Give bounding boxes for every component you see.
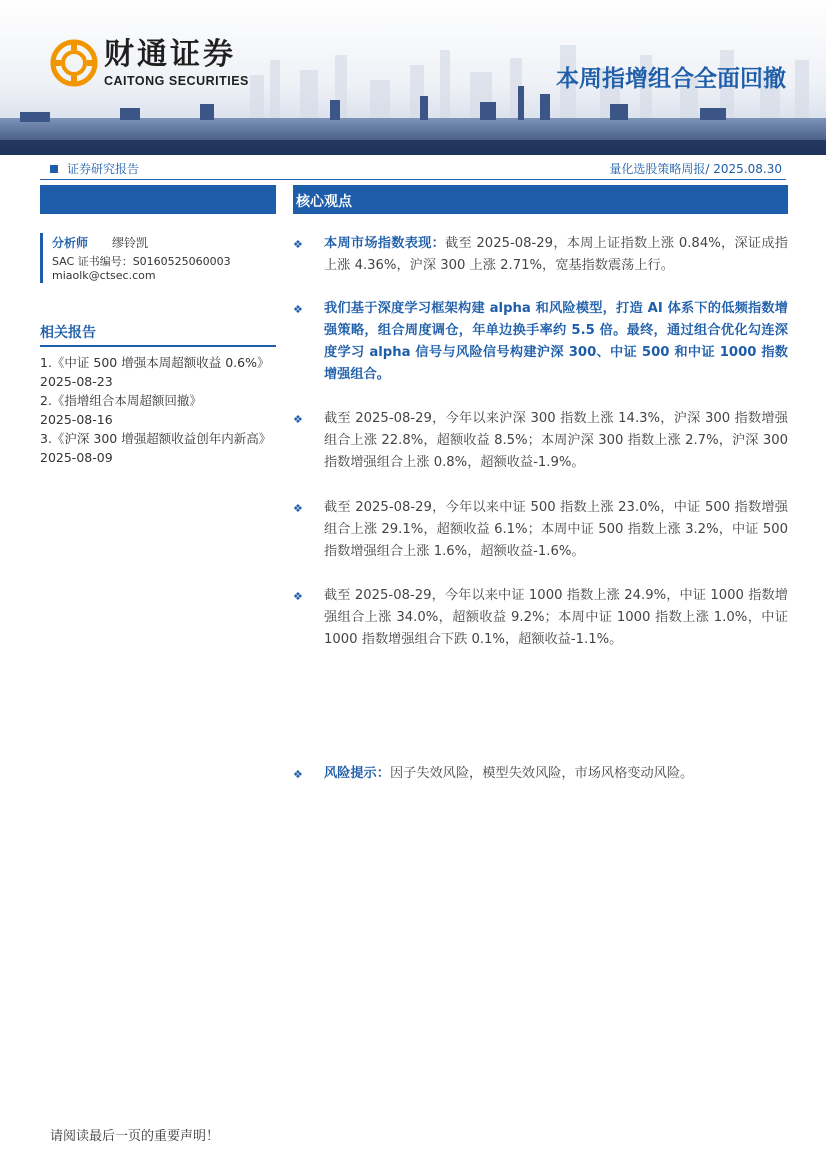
related-reports-list xyxy=(40,353,276,467)
related-reports-title: 相关报告 xyxy=(40,322,276,347)
bullet-zz1000 xyxy=(293,585,788,651)
bullet-hs300 xyxy=(293,408,788,474)
analyst-role: 分析师 xyxy=(52,236,89,250)
bullet-risk-warning xyxy=(293,763,788,785)
bullet-text: 截至 2025-08-29，今年以来中证 500 指数上涨 23.0%，中证 500 指数增强组合上涨 29.1%，超额收益 6.1%；本周中证 500 指数上涨 3.2%，中证 500 指数增强组合上涨 1.6%，超额收益-1.6%。 xyxy=(324,500,788,559)
related-report-title[interactable]: 3.《沪深 300 增强超额收益创年内新高》 xyxy=(40,431,272,446)
bullet-heading: 本周市场指数表现： xyxy=(324,236,446,251)
report-type-label: 证券研究报告 xyxy=(67,162,140,176)
analyst-info xyxy=(40,233,279,283)
bullet-text: 截至 2025-08-29，今年以来沪深 300 指数上涨 14.3%，沪深 300 指数增强组合上涨 22.8%，超额收益 8.5%；本周沪深 300 指数上涨 2.7%，沪深 300 指数增强组合上涨 0.8%，超额收益-1.9%。 xyxy=(324,411,788,470)
related-report-date: 2025-08-16 xyxy=(40,412,113,427)
header-banner xyxy=(0,0,826,155)
diamond-bullet-icon: ❖ xyxy=(293,590,303,603)
page-title: 本周指增组合全面回撤 xyxy=(556,66,786,92)
bullet-zz500 xyxy=(293,497,788,563)
related-report-date: 2025-08-23 xyxy=(40,374,113,389)
related-report-title[interactable]: 1.《中证 500 增强本周超额收益 0.6%》 xyxy=(40,355,270,370)
bullet-text: 截至 2025-08-29，本周上证指数上涨 0.84%，深证成指上涨 4.36%，沪深 300 上涨 2.71%，宽基指数震荡上行。 xyxy=(324,236,788,273)
risk-text: 因子失效风险，模型失效风险，市场风格变动风险。 xyxy=(389,766,694,781)
core-views-header xyxy=(293,185,788,214)
analyst-sac-number: SAC 证书编号：S0160525060003 xyxy=(52,255,231,268)
risk-heading: 风险提示： xyxy=(324,766,390,781)
report-subheader xyxy=(40,157,786,180)
bullet-strategy-summary xyxy=(293,298,788,386)
logo-chinese-name: 财通证券 xyxy=(104,37,236,72)
logo-english-name: CAITONG SECURITIES xyxy=(104,74,249,88)
bullet-text: 我们基于深度学习框架构建 alpha 和风险模型，打造 AI 体系下的低频指数增强策略，组合周度调仓，年单边换手率约 5.5 倍。最终，通过组合优化勾连深度学习 alpha 信号与风险信号构建沪深 300、中证 500 和中证 1000 指数增强组合。 xyxy=(324,301,788,382)
caitong-logo-icon xyxy=(50,39,98,87)
diamond-bullet-icon: ❖ xyxy=(293,238,303,251)
analyst-email[interactable]: miaolk@ctsec.com xyxy=(52,269,156,282)
diamond-bullet-icon: ❖ xyxy=(293,413,303,426)
square-icon xyxy=(50,165,58,173)
diamond-bullet-icon: ❖ xyxy=(293,502,303,515)
footer-disclaimer-note: 请阅读最后一页的重要声明！ xyxy=(50,1129,220,1144)
report-series-date: 量化选股策略周报/ 2025.08.30 xyxy=(609,162,782,176)
diamond-bullet-icon: ❖ xyxy=(293,768,303,781)
left-column-header-bar xyxy=(40,185,276,214)
bullet-market-performance xyxy=(293,233,788,277)
related-report-date: 2025-08-09 xyxy=(40,450,113,465)
list-item[interactable] xyxy=(40,429,276,467)
list-item[interactable] xyxy=(40,353,276,391)
core-views-title: 核心观点 xyxy=(296,194,352,210)
diamond-bullet-icon: ❖ xyxy=(293,303,303,316)
bullet-text: 截至 2025-08-29，今年以来中证 1000 指数上涨 24.9%，中证 1000 指数增强组合上涨 34.0%，超额收益 9.2%；本周中证 1000 指数上涨 1.0%，中证 1000 指数增强组合下跌 0.1%，超额收益-1.1%。 xyxy=(324,588,788,647)
analyst-name: 缪铃凯 xyxy=(112,236,149,250)
company-logo xyxy=(50,38,249,88)
report-type xyxy=(40,160,139,177)
related-reports xyxy=(40,322,276,467)
related-report-title[interactable]: 2.《指增组合本周超额回撤》 xyxy=(40,393,202,408)
list-item[interactable] xyxy=(40,391,276,429)
